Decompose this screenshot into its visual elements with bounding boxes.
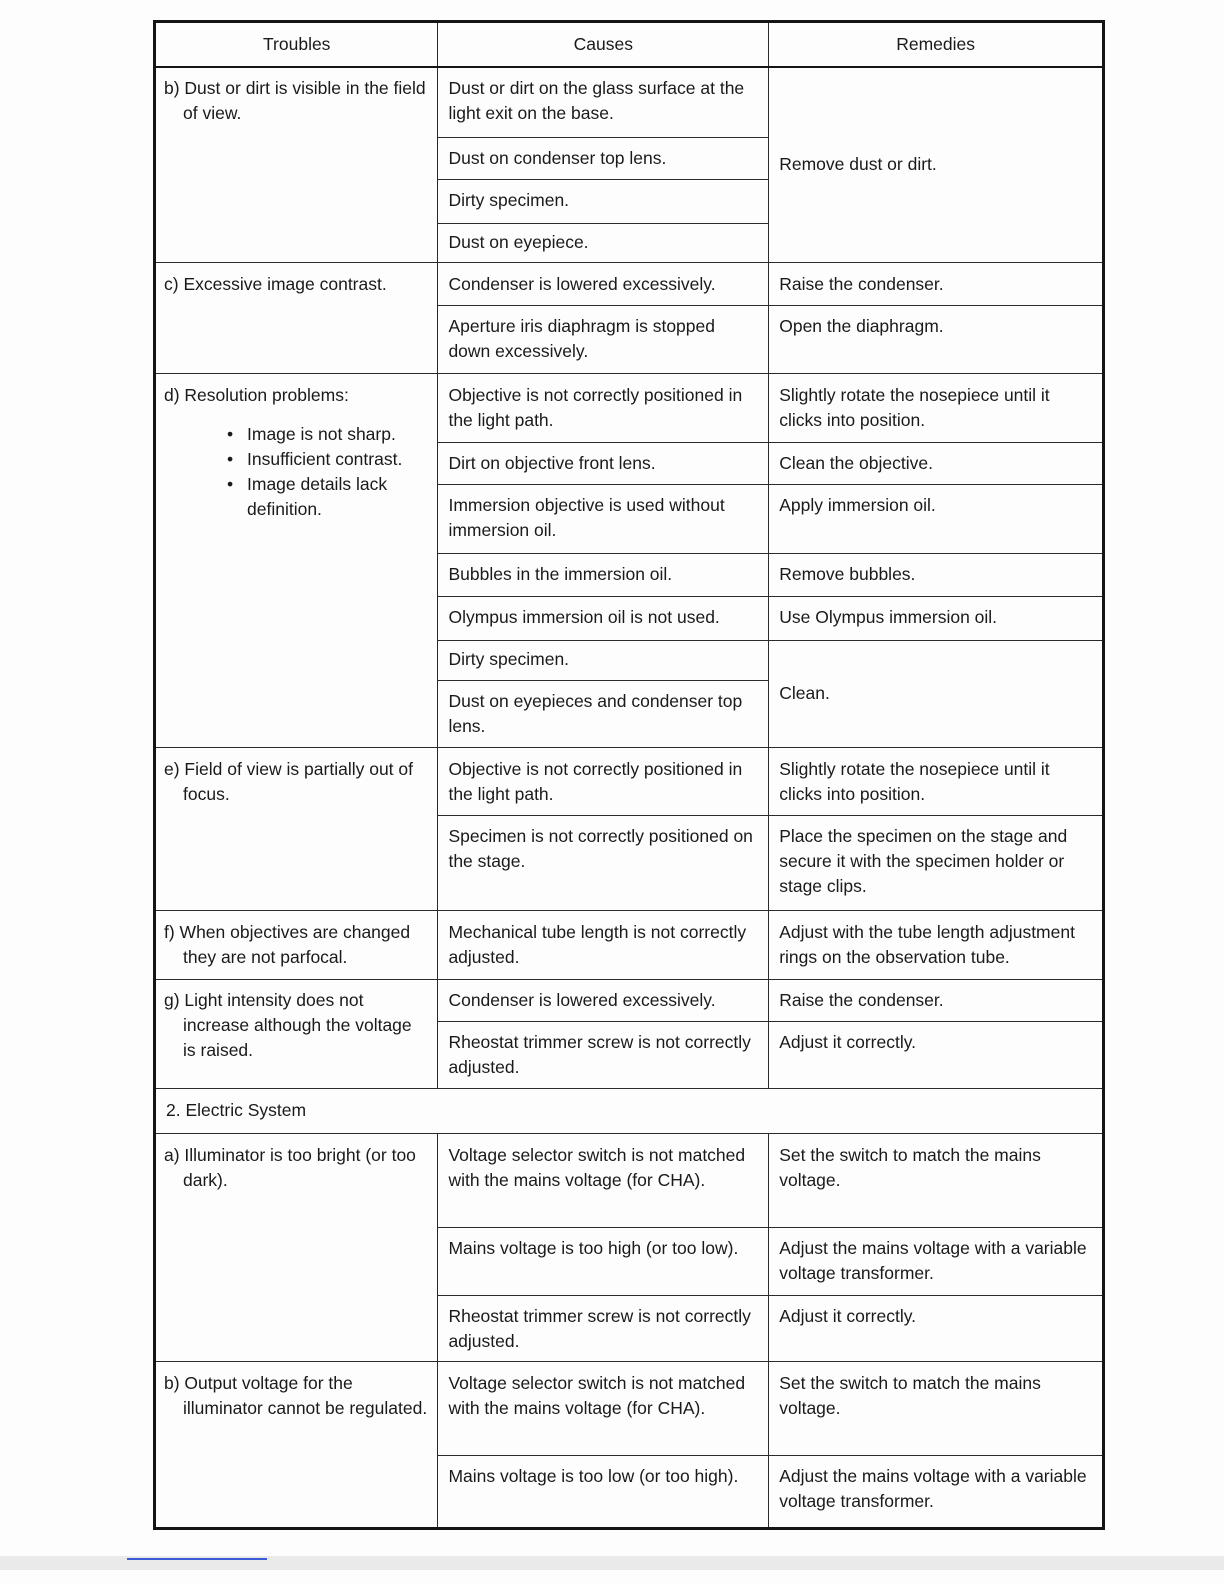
troubleshooting-table: [153, 20, 1105, 1530]
cause-cell: Objective is not correctly positioned in the light path.: [438, 373, 769, 442]
table-row: [155, 979, 1104, 1021]
table-row: [155, 1133, 1104, 1227]
table-row: [155, 67, 1104, 137]
list-item: • Image details lack definition.: [227, 472, 427, 522]
remedy-cell: Place the specimen on the stage and secure it with the specimen holder or stage clips.: [769, 815, 1104, 910]
remedy-cell: Use Olympus immersion oil.: [769, 596, 1104, 640]
cause-cell: Dust or dirt on the glass surface at the light exit on the base.: [438, 67, 769, 137]
cause-cell: Dirty specimen.: [438, 640, 769, 680]
cause-cell: Dirt on objective front lens.: [438, 442, 769, 484]
cause-cell: Immersion objective is used without immersion oil.: [438, 484, 769, 553]
remedy-cell: Remove bubbles.: [769, 553, 1104, 596]
bullet-list: [183, 422, 427, 522]
remedy-cell: Raise the condenser.: [769, 979, 1104, 1021]
cause-cell: Mains voltage is too low (or too high).: [438, 1455, 769, 1528]
cause-cell: Mains voltage is too high (or too low).: [438, 1227, 769, 1295]
section-title: 2. Electric System: [155, 1088, 1104, 1133]
header-causes: Causes: [438, 22, 769, 68]
list-item: • Image is not sharp.: [227, 422, 427, 447]
cause-cell: Dust on eyepieces and condenser top lens.: [438, 680, 769, 747]
section-row: [155, 1088, 1104, 1133]
cause-cell: Condenser is lowered excessively.: [438, 262, 769, 305]
header-remedies: Remedies: [769, 22, 1104, 68]
cause-cell: Voltage selector switch is not matched with the mains voltage (for CHA).: [438, 1133, 769, 1227]
trouble-cell: b) Output voltage for the illuminator cannot be regulated.: [155, 1361, 438, 1528]
remedy-cell: Open the diaphragm.: [769, 305, 1104, 373]
header-troubles: Troubles: [155, 22, 438, 68]
table-header-row: [155, 22, 1104, 68]
cause-cell: Voltage selector switch is not matched with the mains voltage (for CHA).: [438, 1361, 769, 1455]
trouble-cell: f) When objectives are changed they are not parfocal.: [155, 910, 438, 979]
remedy-cell: Adjust it correctly.: [769, 1021, 1104, 1088]
cause-cell: Rheostat trimmer screw is not correctly adjusted.: [438, 1021, 769, 1088]
list-item: • Insufficient contrast.: [227, 447, 427, 472]
remedy-cell: Slightly rotate the nosepiece until it clicks into position.: [769, 747, 1104, 815]
cause-cell: Dust on condenser top lens.: [438, 137, 769, 179]
remedy-cell: Remove dust or dirt.: [769, 67, 1104, 262]
trouble-cell: c) Excessive image contrast.: [155, 262, 438, 373]
cause-cell: Dirty specimen.: [438, 179, 769, 223]
trouble-heading: d) Resolution problems:: [164, 384, 349, 405]
trouble-cell: a) Illuminator is too bright (or too dark).: [155, 1133, 438, 1361]
cause-cell: Aperture iris diaphragm is stopped down excessively.: [438, 305, 769, 373]
scan-blue-mark: [127, 1558, 267, 1560]
cause-cell: Rheostat trimmer screw is not correctly adjusted.: [438, 1295, 769, 1361]
table-row: [155, 910, 1104, 979]
table-row: [155, 373, 1104, 442]
cause-cell: Mechanical tube length is not correctly adjusted.: [438, 910, 769, 979]
trouble-cell: g) Light intensity does not increase although the voltage is raised.: [155, 979, 438, 1088]
remedy-cell: Clean.: [769, 640, 1104, 747]
cause-cell: Bubbles in the immersion oil.: [438, 553, 769, 596]
table-row: [155, 747, 1104, 815]
table-row: [155, 1361, 1104, 1455]
cause-cell: Dust on eyepiece.: [438, 223, 769, 262]
remedy-cell: Adjust it correctly.: [769, 1295, 1104, 1361]
trouble-cell: e) Field of view is partially out of focus.: [155, 747, 438, 910]
trouble-cell: b) Dust or dirt is visible in the field of view.: [155, 67, 438, 262]
trouble-cell: [155, 373, 438, 747]
remedy-cell: Apply immersion oil.: [769, 484, 1104, 553]
remedy-cell: Clean the objective.: [769, 442, 1104, 484]
table-row: [155, 262, 1104, 305]
remedy-cell: Slightly rotate the nosepiece until it clicks into position.: [769, 373, 1104, 442]
cause-cell: Specimen is not correctly positioned on the stage.: [438, 815, 769, 910]
remedy-cell: Set the switch to match the mains voltage.: [769, 1133, 1104, 1227]
remedy-cell: Set the switch to match the mains voltage.: [769, 1361, 1104, 1455]
cause-cell: Condenser is lowered excessively.: [438, 979, 769, 1021]
remedy-cell: Adjust with the tube length adjustment rings on the observation tube.: [769, 910, 1104, 979]
remedy-cell: Raise the condenser.: [769, 262, 1104, 305]
remedy-cell: Adjust the mains voltage with a variable voltage transformer.: [769, 1227, 1104, 1295]
cause-cell: Olympus immersion oil is not used.: [438, 596, 769, 640]
cause-cell: Objective is not correctly positioned in the light path.: [438, 747, 769, 815]
remedy-cell: Adjust the mains voltage with a variable voltage transformer.: [769, 1455, 1104, 1528]
